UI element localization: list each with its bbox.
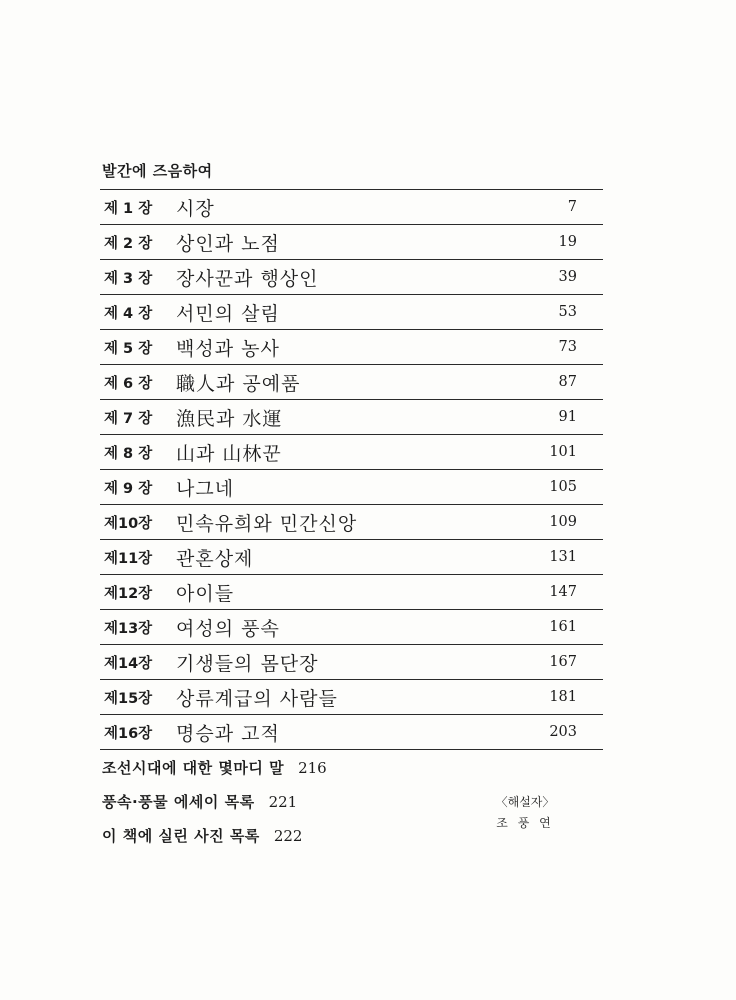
chapter-number: 제14장 xyxy=(104,655,153,672)
chapter-page: 167 xyxy=(549,654,577,670)
chapter-row xyxy=(100,540,603,575)
chapter-number: 제 8 장 xyxy=(104,445,153,462)
chapter-title: 민속유희와 민간신앙 xyxy=(176,512,358,535)
chapter-title: 山과 山林꾼 xyxy=(176,442,282,465)
chapter-row xyxy=(100,400,603,435)
chapter-page: 181 xyxy=(549,689,577,705)
chapter-row xyxy=(100,610,603,645)
chapter-page: 105 xyxy=(549,479,577,495)
chapter-title: 漁民과 水運 xyxy=(176,407,283,430)
chapter-page: 87 xyxy=(558,374,577,390)
chapter-title: 아이들 xyxy=(176,582,235,605)
commentator-credit xyxy=(493,793,557,831)
chapter-row xyxy=(100,575,603,610)
chapter-row xyxy=(100,715,603,750)
chapter-number: 제 2 장 xyxy=(104,235,153,252)
chapter-row xyxy=(100,645,603,680)
chapter-row xyxy=(100,295,603,330)
chapter-number: 제16장 xyxy=(104,725,153,742)
chapter-number: 제10장 xyxy=(104,515,153,532)
chapter-row xyxy=(100,260,603,295)
chapter-title: 나그네 xyxy=(176,477,235,500)
chapter-page: 39 xyxy=(558,269,577,285)
chapter-title: 서민의 살림 xyxy=(176,302,280,325)
extra-entry-essay-list xyxy=(102,791,297,812)
chapter-row xyxy=(100,435,603,470)
chapter-number: 제 4 장 xyxy=(104,305,153,322)
chapter-number: 제13장 xyxy=(104,620,153,637)
chapter-page: 73 xyxy=(558,339,577,355)
chapter-row xyxy=(100,680,603,715)
chapter-page: 53 xyxy=(558,304,577,320)
chapter-row xyxy=(100,505,603,540)
chapter-row xyxy=(100,330,603,365)
chapter-list xyxy=(100,189,603,750)
chapter-page: 131 xyxy=(549,549,577,565)
chapter-title: 시장 xyxy=(176,197,215,220)
chapter-number: 제 6 장 xyxy=(104,375,153,392)
extra-entry-page: 216 xyxy=(298,759,327,777)
chapter-page: 91 xyxy=(558,409,577,425)
chapter-number: 제12장 xyxy=(104,585,153,602)
chapter-title: 관혼상제 xyxy=(176,547,254,570)
chapter-row xyxy=(100,365,603,400)
commentator-name: 조 풍 연 xyxy=(496,816,554,830)
chapter-number: 제11장 xyxy=(104,550,153,567)
chapter-page: 203 xyxy=(549,724,577,740)
chapter-title: 職人과 공예품 xyxy=(176,372,301,395)
chapter-title: 백성과 농사 xyxy=(176,337,280,360)
extra-entry-korea-notes xyxy=(102,757,327,778)
chapter-page: 161 xyxy=(549,619,577,635)
chapter-page: 109 xyxy=(549,514,577,530)
chapter-number: 제 3 장 xyxy=(104,270,153,287)
extra-entry-label: 풍속·풍물 에세이 목록 xyxy=(102,793,255,811)
chapter-page: 19 xyxy=(558,234,577,250)
chapter-row xyxy=(100,190,603,225)
commentator-role: 〈해설자〉 xyxy=(495,795,555,809)
chapter-title: 명승과 고적 xyxy=(176,722,280,745)
chapter-number: 제 9 장 xyxy=(104,480,153,497)
chapter-title: 상류계급의 사람들 xyxy=(176,687,338,710)
chapter-title: 기생들의 몸단장 xyxy=(176,652,319,675)
extra-entry-photo-list xyxy=(102,825,302,846)
extra-entry-label: 이 책에 실린 사진 목록 xyxy=(102,827,260,845)
preface-heading: 발간에 즈음하여 xyxy=(102,162,213,180)
chapter-number: 제 7 장 xyxy=(104,410,153,427)
extra-entry-label: 조선시대에 대한 몇마디 말 xyxy=(102,759,285,777)
chapter-number: 제 5 장 xyxy=(104,340,153,357)
chapter-title: 장사꾼과 행상인 xyxy=(176,267,319,290)
chapter-title: 여성의 풍속 xyxy=(176,617,280,640)
chapter-page: 101 xyxy=(549,444,577,460)
extra-entry-page: 221 xyxy=(268,793,298,811)
chapter-title: 상인과 노점 xyxy=(176,232,280,255)
chapter-row xyxy=(100,470,603,505)
chapter-page: 147 xyxy=(549,584,577,600)
chapter-page: 7 xyxy=(567,199,577,215)
chapter-number: 제15장 xyxy=(104,690,153,707)
chapter-number: 제 1 장 xyxy=(104,200,153,217)
chapter-row xyxy=(100,225,603,260)
extra-entry-page: 222 xyxy=(273,827,303,845)
